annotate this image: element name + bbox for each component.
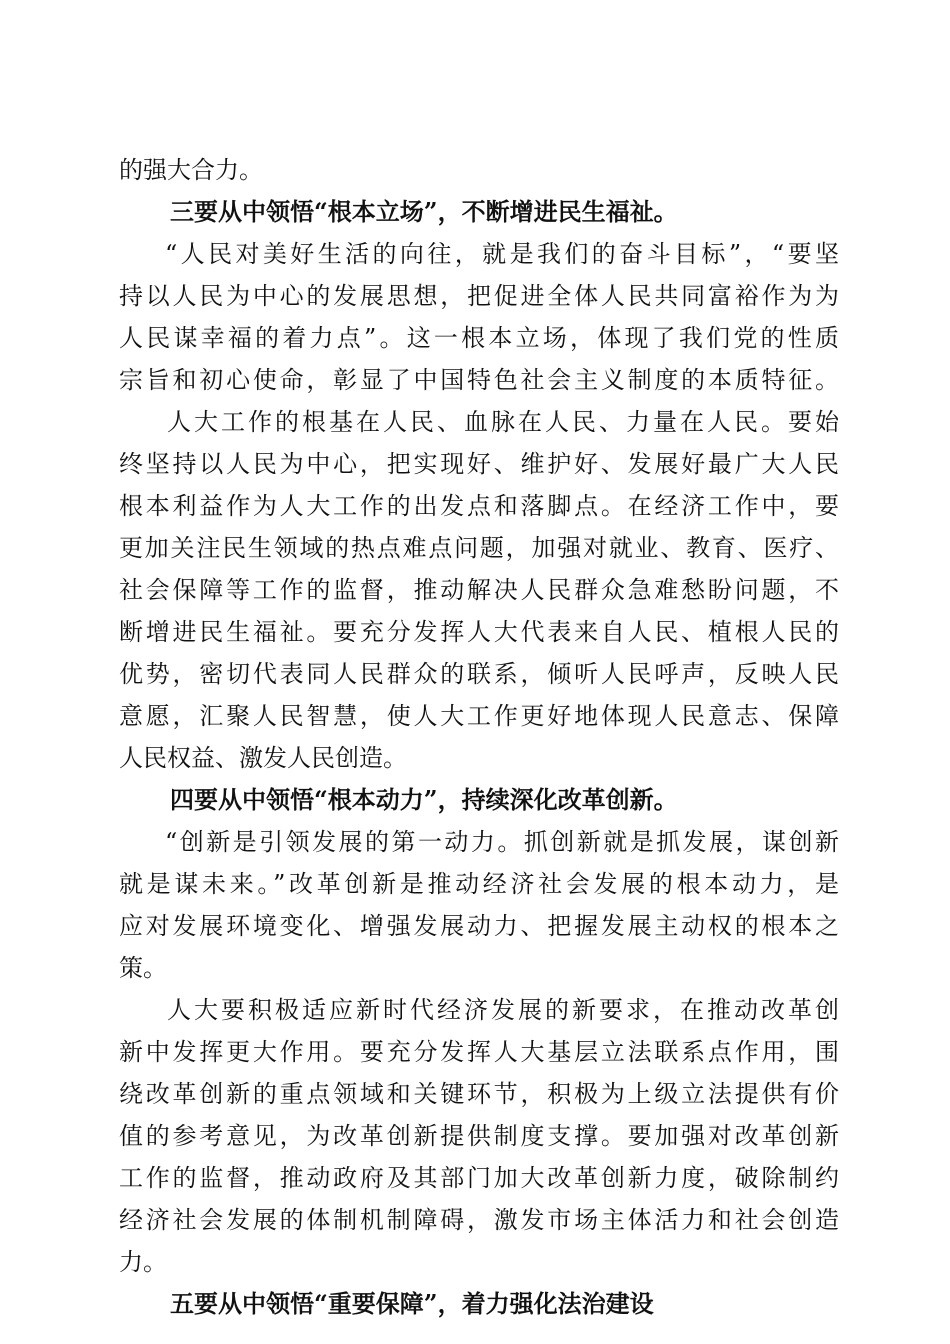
text-line: 就是谋未来。”改革创新是推动经济社会发展的根本动力，是 xyxy=(119,870,839,898)
text-line: 优势，密切代表同人民群众的联系，倾听人民呼声，反映人民 xyxy=(119,660,839,688)
text-line: 持以人民为中心的发展思想，把促进全体人民共同富裕作为为 xyxy=(119,282,839,310)
text-line: 意愿，汇聚人民智慧，使人大工作更好地体现人民意志、保障 xyxy=(119,702,839,730)
text-line: 力。 xyxy=(119,1248,167,1276)
text-line: 应对发展环境变化、增强发展动力、把握发展主动权的根本之 xyxy=(119,912,839,940)
text-line: 人大要积极适应新时代经济发展的新要求，在推动改革创 xyxy=(167,996,839,1024)
text-line: “人民对美好生活的向往，就是我们的奋斗目标”，“要坚 xyxy=(165,240,839,268)
text-line: 新中发挥更大作用。要充分发挥人大基层立法联系点作用，围 xyxy=(119,1038,839,1066)
text-line: 社会保障等工作的监督，推动解决人民群众急难愁盼问题，不 xyxy=(119,576,839,604)
text-line: 工作的监督，推动政府及其部门加大改革创新力度，破除制约 xyxy=(119,1164,839,1192)
text-line: “创新是引领发展的第一动力。抓创新就是抓发展，谋创新 xyxy=(165,828,839,856)
text-line: 宗旨和初心使命，彰显了中国特色社会主义制度的本质特征。 xyxy=(119,366,839,394)
text-line: 经济社会发展的体制机制障碍，激发市场主体活力和社会创造 xyxy=(119,1206,839,1234)
text-line: 人民谋幸福的着力点”。这一根本立场，体现了我们党的性质 xyxy=(119,324,839,352)
text-line: 更加关注民生领域的热点难点问题，加强对就业、教育、医疗、 xyxy=(119,534,839,562)
section-heading-3: 三要从中领悟“根本立场”，不断增进民生福祉。 xyxy=(170,197,678,226)
text-line: 人大工作的根基在人民、血脉在人民、力量在人民。要始 xyxy=(167,408,839,436)
text-line: 值的参考意见，为改革创新提供制度支撑。要加强对改革创新 xyxy=(119,1122,839,1150)
text-line: 终坚持以人民为中心，把实现好、维护好、发展好最广大人民 xyxy=(119,450,839,478)
text-line: 策。 xyxy=(119,954,167,982)
text-line: 的强大合力。 xyxy=(119,156,263,184)
section-heading-4: 四要从中领悟“根本动力”，持续深化改革创新。 xyxy=(170,785,678,814)
text-line: 人民权益、激发人民创造。 xyxy=(119,744,407,772)
text-line: 绕改革创新的重点领域和关键环节，积极为上级立法提供有价 xyxy=(119,1080,839,1108)
text-line: 断增进民生福祉。要充分发挥人大代表来自人民、植根人民的 xyxy=(119,618,839,646)
text-line: 根本利益作为人大工作的出发点和落脚点。在经济工作中，要 xyxy=(119,492,839,520)
section-heading-5: 五要从中领悟“重要保障”，着力强化法治建设 xyxy=(170,1289,654,1318)
